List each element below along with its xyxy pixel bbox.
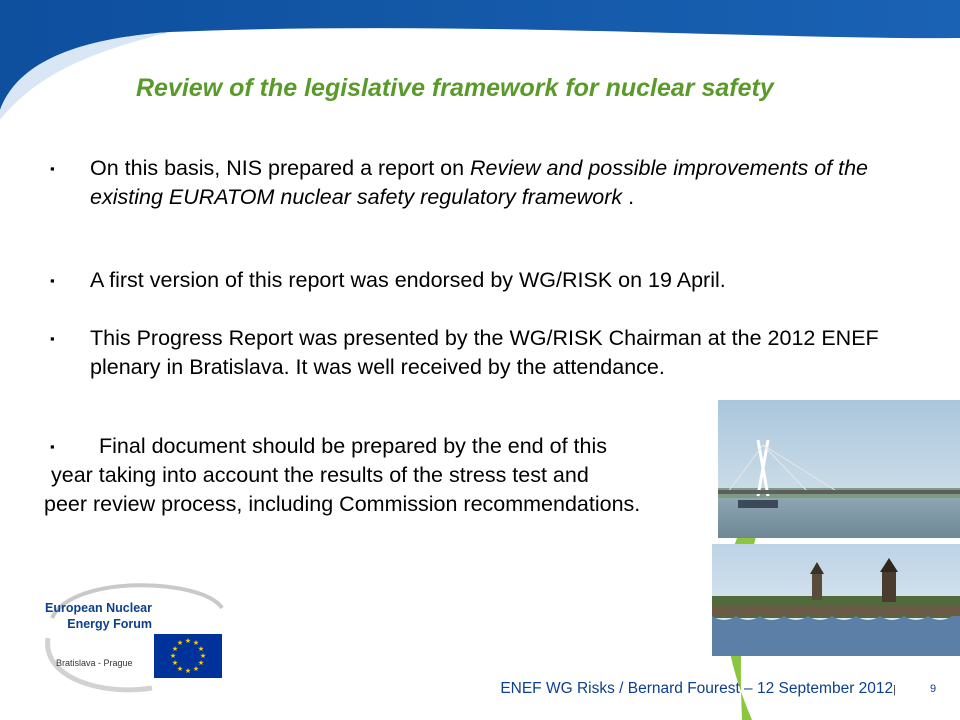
prague-photo bbox=[712, 544, 960, 656]
report-title: Review and possible improvements of the existing EURATOM nuclear safety regulatory framework bbox=[90, 156, 868, 209]
footer bbox=[500, 680, 896, 698]
svg-text:★: ★ bbox=[192, 639, 200, 647]
logo-line-2: Energy Forum bbox=[67, 617, 152, 631]
svg-text:★: ★ bbox=[169, 652, 177, 660]
eu-flag-icon bbox=[154, 634, 222, 678]
svg-text:★: ★ bbox=[171, 659, 179, 667]
bullet-item bbox=[44, 432, 804, 519]
bullet-marker: ▪ bbox=[50, 331, 55, 346]
bullet-marker: ▪ bbox=[50, 161, 55, 176]
logo-line-1: European Nuclear bbox=[45, 601, 152, 615]
bullet-text-line: peer review process, including Commission recommendations. bbox=[44, 492, 641, 516]
svg-text:★: ★ bbox=[176, 639, 184, 647]
svg-text:★: ★ bbox=[176, 665, 184, 673]
logo-subtitle: Bratislava - Prague bbox=[56, 658, 133, 668]
bullet-marker: ▪ bbox=[50, 439, 55, 454]
enef-logo bbox=[32, 578, 232, 698]
bullet-item bbox=[50, 154, 910, 212]
bullet-text-line: Final document should be prepared by the end of this bbox=[99, 434, 607, 458]
bullet-text: This Progress Report was presented by the WG/RISK Chairman at the 2012 ENEF plenary in Bratislava. It was well received by the attendance. bbox=[90, 326, 879, 379]
footer-text: ENEF WG Risks / Bernard Fourest – 12 September 2012 bbox=[500, 680, 894, 697]
svg-text:★: ★ bbox=[171, 645, 179, 653]
svg-text:★: ★ bbox=[184, 667, 192, 675]
svg-text:★: ★ bbox=[192, 665, 200, 673]
bullet-text-line: year taking into account the results of the stress test and bbox=[51, 463, 589, 487]
bullet-text: On this basis, NIS prepared a report on Review and possible improvements of the existing EURATOM nuclear safety regulatory framework . bbox=[90, 156, 868, 209]
svg-text:★: ★ bbox=[197, 645, 205, 653]
bridge-photo bbox=[718, 400, 960, 538]
bullet-marker: ▪ bbox=[50, 273, 55, 288]
bullet-item bbox=[50, 324, 910, 382]
svg-text:★: ★ bbox=[197, 659, 205, 667]
slide-title: Review of the legislative framework for nuclear safety bbox=[136, 74, 774, 102]
page-number: 9 bbox=[930, 683, 937, 695]
svg-text:★: ★ bbox=[199, 652, 207, 660]
svg-text:★: ★ bbox=[184, 637, 192, 645]
bullet-item bbox=[50, 266, 910, 295]
bullet-text: A first version of this report was endorsed by WG/RISK on 19 April. bbox=[90, 268, 726, 292]
footer-separator: | bbox=[893, 684, 896, 696]
